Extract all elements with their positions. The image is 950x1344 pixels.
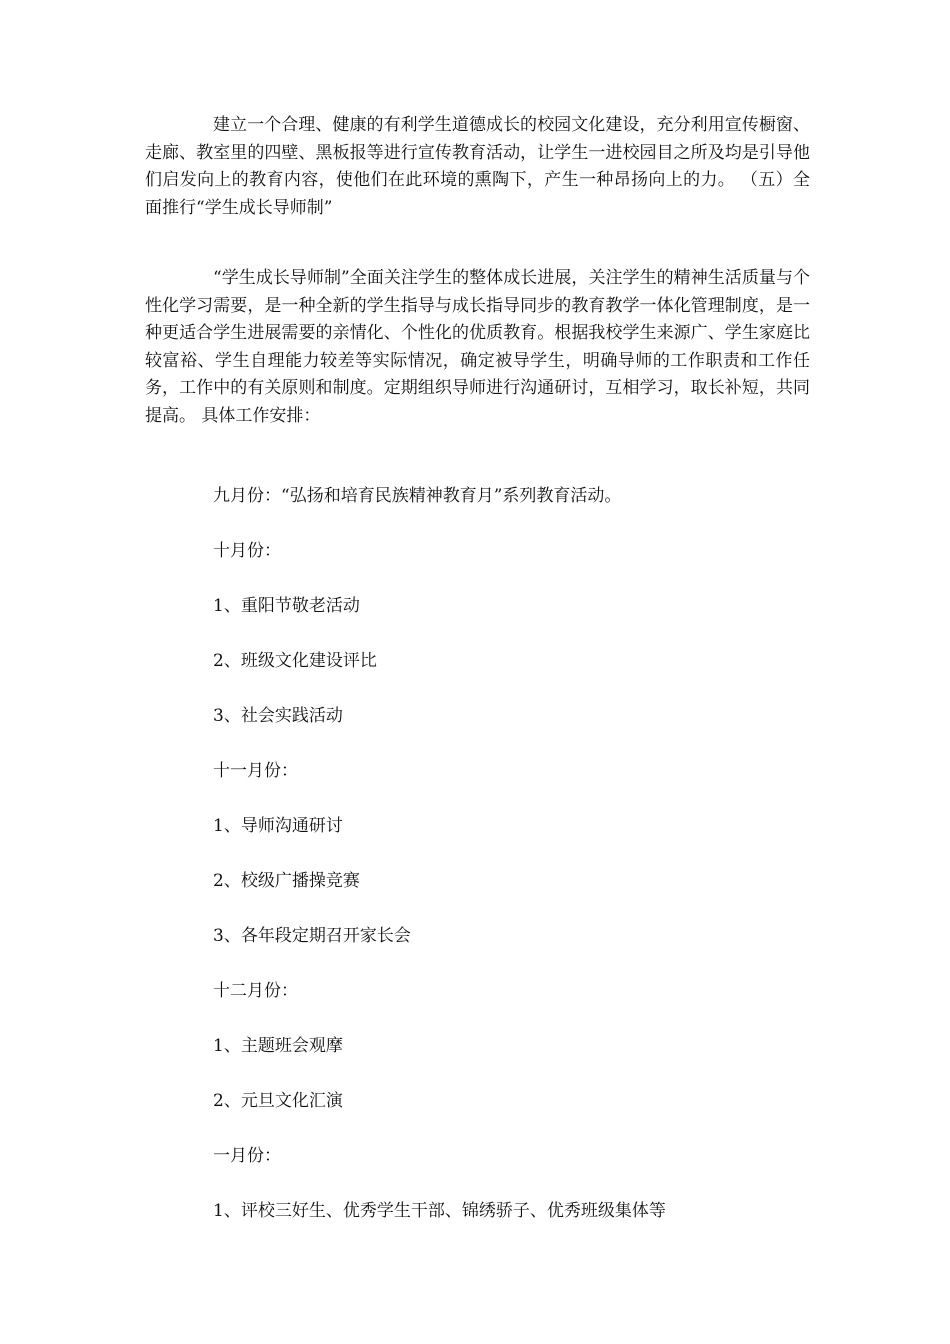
schedule-january-heading: 一月份： (213, 1146, 281, 1166)
schedule-october-item-3: 3、社会实践活动 (213, 706, 343, 726)
schedule-december-heading: 十二月份： (213, 981, 298, 1001)
schedule-january-item-1: 1、评校三好生、优秀学生干部、锦绣骄子、优秀班级集体等 (213, 1201, 666, 1221)
schedule-november-item-2: 2、校级广播操竞赛 (213, 871, 360, 891)
paragraph-mentor-system: “学生成长导师制”全面关注学生的整体成长进展，关注学生的精神生活质量与个性化学习需要，是一种全新的学生指导与成长指导同步的教育教学一体化管理制度，是一种更适合学生进展需要的亲情化、个性化的优质教育。根据我校学生来源广、学生家庭比较富裕、学生自理能力较差等实际情况，确定被导学生，明确导师的工作职责和工作任务，工作中的有关原则和制度。定期组织导师进行沟通研讨，互相学习，取长补短，共同提高。 具体工作安排： (145, 268, 810, 426)
schedule-december-item-1: 1、主题班会观摩 (213, 1036, 343, 1056)
schedule-october-item-1: 1、重阳节敬老活动 (213, 596, 360, 616)
schedule-october-heading: 十月份： (213, 541, 281, 561)
schedule-october-item-2: 2、班级文化建设评比 (213, 651, 377, 671)
schedule-november-item-1: 1、导师沟通研讨 (213, 816, 343, 836)
schedule-november-heading: 十一月份： (213, 761, 298, 781)
schedule-november-item-3: 3、各年段定期召开家长会 (213, 926, 411, 946)
schedule-december-item-2: 2、元旦文化汇演 (213, 1091, 343, 1111)
paragraph-campus-culture: 建立一个合理、健康的有利学生道德成长的校园文化建设，充分利用宣传橱窗、走廊、教室里的四壁、黑板报等进行宣传教育活动，让学生一进校园目之所及均是引导他们启发向上的教育内容，使他们在此环境的熏陶下，产生一种昂扬向上的力。 （五）全面推行“学生成长导师制” (145, 115, 810, 218)
schedule-september: 九月份：“弘扬和培育民族精神教育月”系列教育活动。 (213, 486, 622, 506)
